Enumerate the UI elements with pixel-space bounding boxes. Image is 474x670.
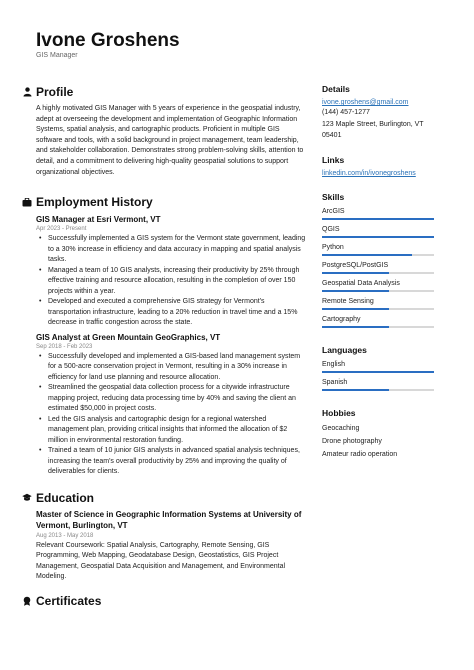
skills-name: PostgreSQL/PostGIS [322, 262, 389, 269]
skills-item [322, 208, 436, 220]
certificates-heading [22, 593, 307, 609]
education-heading-text: Education [36, 490, 95, 505]
linkedin-link[interactable]: linkedin.com/in/ivonegroshens [322, 170, 416, 177]
education-coursework: Relevant Coursework: Spatial Analysis, Cartography, Remote Sensing, GIS Programming, Web Mapping, Geodatabase Design, Geostatistics, GIS Project Management, Geospatial Data Acquisition and Management, and Environmental Modeling. [36, 541, 286, 581]
education-dates: Aug 2013 - May 2018 [36, 532, 94, 539]
job-bullets [36, 234, 307, 329]
skills-item [322, 244, 436, 256]
side-column [322, 84, 436, 461]
education-degree: Master of Science in Geographic Information Systems at University of Vermont, Burlington, VT [36, 509, 302, 530]
skills-level-fill [322, 236, 434, 238]
languages-item [322, 379, 436, 391]
candidate-name: Ivone Groshens [36, 30, 180, 51]
phone-number: (144) 457-1277 [322, 109, 370, 116]
job-position: GIS Analyst at Green Mountain GeoGraphics, VT [36, 332, 221, 342]
languages-name: English [322, 361, 345, 368]
job-bullet: • Trained a team of 10 junior GIS analysts in advanced spatial analysis techniques, increasing the team's overall productivity by 25% and improving the quality of deliverables for clients. [36, 446, 307, 478]
job-bullet: • Successfully developed and implemented a GIS-based land management system for a 500-acre conservation project in Vermont, resulting in a 30% increase in efficiency for land use planning and resource allocation. [36, 352, 307, 384]
graduation-cap-icon [22, 493, 32, 503]
hobbies-list [322, 422, 436, 461]
skills-level-bar [322, 272, 434, 274]
skills-level-fill [322, 254, 412, 256]
skills-level-fill [322, 308, 389, 310]
skills-heading: Skills [322, 192, 345, 202]
job-bullet: • Led the GIS analysis and cartographic design for a regional watershed management plan, providing critical insights that informed the allocation of $2 million in environmental restoration funding. [36, 415, 307, 447]
hobby-item: Geocaching [322, 425, 360, 432]
person-icon [22, 87, 32, 97]
briefcase-icon [22, 197, 32, 207]
skills-level-bar [322, 290, 434, 292]
profile-text: A highly motivated GIS Manager with 5 years of experience in the geospatial industry, adept at overseeing the development and implementation of Geographic Information Systems, spatial analysis, and cartographic products. Proficient in multiple GIS software and tools, with a solid background in project management, team leadership, and stakeholder collaboration. Demonstrates strong problem-solving skills, attention to detail, and a commitment to delivering high-quality geospatial solutions to support organizational objectives. [36, 105, 304, 176]
education-heading [22, 490, 307, 506]
skills-name: Remote Sensing [322, 298, 374, 305]
job-title: GIS Manager [36, 52, 78, 59]
profile-heading [22, 84, 307, 100]
certificates-heading-text: Certificates [36, 594, 102, 609]
skills-name: Python [322, 244, 344, 251]
job-bullet: • Streamlined the geospatial data collection process for a citywide infrastructure mapping project, reducing data processing time by 40% and saving the client an estimated $50,000 in project costs. [36, 383, 307, 415]
skills-name: QGIS [322, 226, 340, 233]
profile-heading-text: Profile [36, 85, 74, 99]
skills-level-fill [322, 326, 389, 328]
skills-level-fill [322, 290, 389, 292]
job-dates: Sep 2018 - Feb 2023 [36, 343, 93, 350]
languages-item [322, 361, 436, 373]
job-bullet: • Successfully implemented a GIS system for the Vermont state government, leading to a 30% increase in efficiency and data accuracy in mapping and spatial analysis tasks. [36, 234, 307, 266]
skills-name: Cartography [322, 316, 361, 323]
skills-item [322, 280, 436, 292]
skills-name: ArcGIS [322, 208, 345, 215]
skills-level-bar [322, 308, 434, 310]
skills-level-bar [322, 326, 434, 328]
languages-list [322, 361, 436, 391]
certificate-icon [22, 596, 32, 606]
skills-level-bar [322, 236, 434, 238]
skills-level-bar [322, 254, 434, 256]
job-bullet: • Managed a team of 10 GIS analysts, increasing their productivity by 25% through effective training and resource allocation, resulting in the completion of over 150 projects within a year. [36, 266, 307, 298]
job-bullets [36, 352, 307, 478]
hobby-item: Drone photography [322, 438, 382, 445]
languages-level-bar [322, 389, 434, 391]
job-position: GIS Manager at Esri Vermont, VT [36, 215, 161, 225]
skills-name: Geospatial Data Analysis [322, 280, 400, 287]
email-link[interactable]: ivone.groshens@gmail.com [322, 99, 409, 106]
skills-item [322, 226, 436, 238]
skills-list [322, 208, 436, 328]
skills-level-fill [322, 272, 389, 274]
job-dates: Apr 2023 - Present [36, 226, 87, 233]
employment-heading-text: Employment History [36, 195, 153, 210]
skills-item [322, 262, 436, 274]
employment-heading [22, 194, 307, 210]
links-heading: Links [322, 155, 345, 165]
languages-level-fill [322, 371, 434, 373]
languages-name: Spanish [322, 379, 348, 386]
languages-level-fill [322, 389, 389, 391]
languages-level-bar [322, 371, 434, 373]
skills-level-fill [322, 218, 434, 220]
main-column [22, 84, 307, 609]
skills-level-bar [322, 218, 434, 220]
hobbies-heading: Hobbies [322, 408, 356, 418]
details-heading: Details [322, 84, 350, 94]
job-bullet: • Developed and executed a comprehensive GIS strategy for Vermont's transportation infrastructure, leading to a 20% reduction in travel time and a 15% decrease in traffic congestion across the state. [36, 297, 307, 329]
job-list [22, 215, 307, 478]
skills-item [322, 298, 436, 310]
languages-heading: Languages [322, 345, 367, 355]
skills-item [322, 316, 436, 328]
address: 123 Maple Street, Burlington, VT 05401 [322, 121, 424, 139]
hobby-item: Amateur radio operation [322, 451, 398, 458]
